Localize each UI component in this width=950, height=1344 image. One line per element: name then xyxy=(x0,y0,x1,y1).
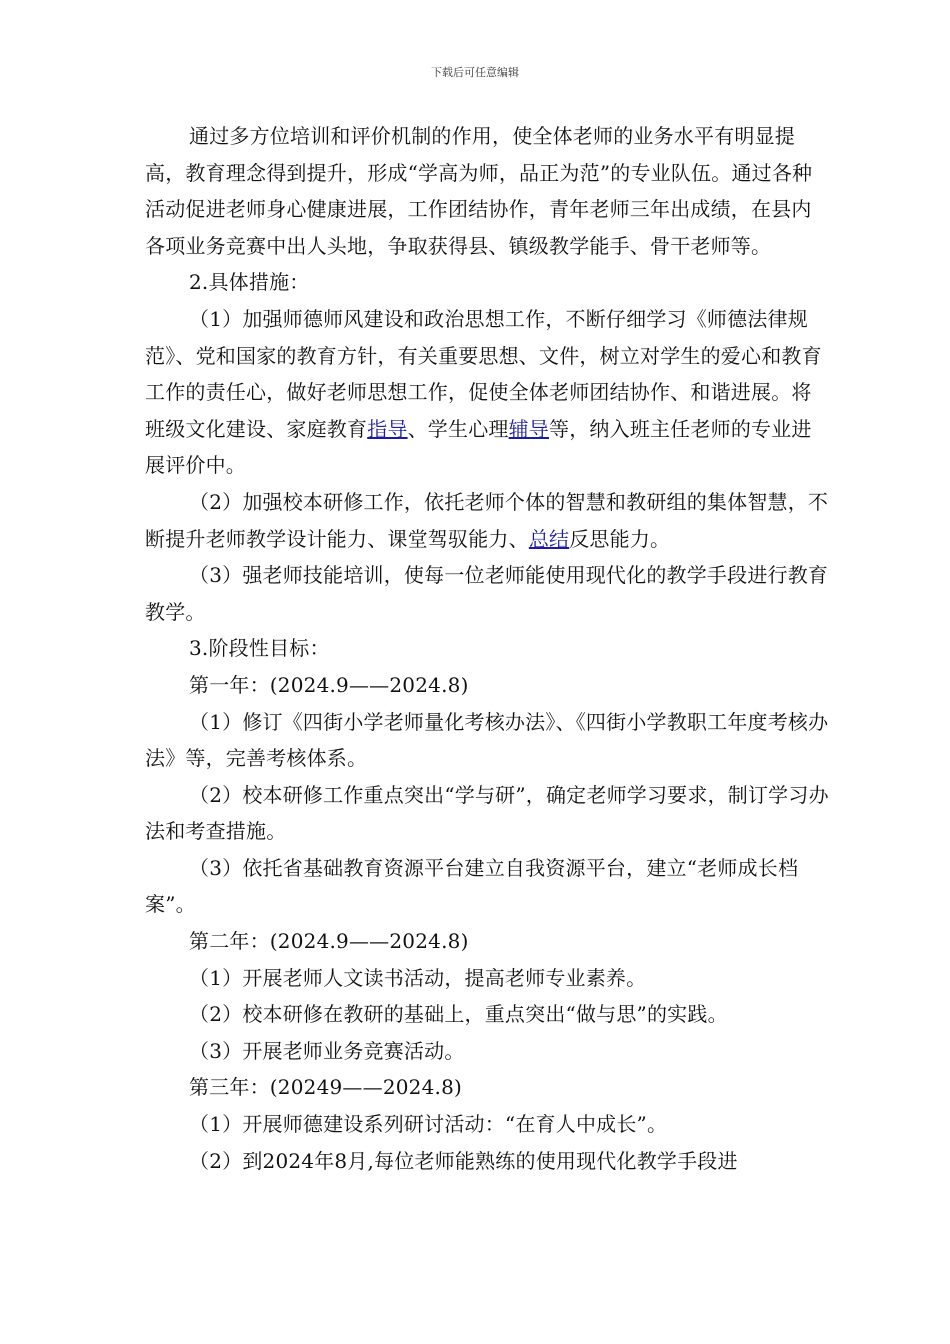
link-guidance[interactable]: 指导 xyxy=(367,416,408,441)
text-segment: （2）加强校本研修工作，依托老师个体的智慧和教研组的集体智慧，不断提升老师教学设计能力、课堂驾驭能力、 xyxy=(145,489,829,551)
heading-year-2: 第二年：(2024.9——2024.8) xyxy=(189,929,469,954)
text-segment: 、学生心理 xyxy=(407,416,509,441)
paragraph-measure-3: （3）强老师技能培训，使每一位老师能使用现代化的教学手段进行教育教学。 xyxy=(145,563,829,624)
paragraph-year2-item-2: （2）校本研修在教研的基础上，重点突出“做与思”的实践。 xyxy=(189,1002,728,1027)
paragraph-year2-item-1: （1）开展老师人文读书活动，提高老师专业素养。 xyxy=(189,965,647,990)
document-body xyxy=(145,118,829,1179)
paragraph-measure-1 xyxy=(145,301,829,484)
paragraph-year3-item-1: （1）开展师德建设系列研讨活动：“在育人中成长”。 xyxy=(189,1112,668,1137)
text-segment: 等，纳入班主任老师的专业进展评价中。 xyxy=(145,416,812,478)
paragraph-measure-2 xyxy=(145,484,829,557)
heading-specific-measures: 2.具体措施： xyxy=(189,270,310,295)
paragraph-goal-summary: 通过多方位培训和评价机制的作用，使全体老师的业务水平有明显提高，教育理念得到提升，形成“学高为师，品正为范”的专业队伍。通过各种活动促进老师身心健康进展，工作团结协作，青年老师三年出成绩，在县内各项业务竞赛中出人头地，争取获得县、镇级教学能手、骨干老师等。 xyxy=(145,124,813,258)
paragraph-year3-item-2: （2）到2024年8月,每位老师能熟练的使用现代化教学手段进 xyxy=(189,1148,738,1173)
heading-year-1: 第一年：(2024.9——2024.8) xyxy=(189,672,469,697)
paragraph-year2-item-3: （3）开展老师业务竞赛活动。 xyxy=(189,1038,465,1063)
heading-year-3: 第三年：(20249——2024.8) xyxy=(189,1075,463,1100)
heading-phase-goals: 3.阶段性目标： xyxy=(189,636,330,661)
paragraph-year1-item-3: （3）依托省基础教育资源平台建立自我资源平台，建立“老师成长档案”。 xyxy=(145,855,799,917)
text-segment: （1）加强师德师风建设和政治思想工作，不断仔细学习《师德法律规范》、党和国家的教育方针，有关重要思想、文件，树立对学生的爱心和教育工作的责任心，做好老师思想工作，促使全体老师团结协作、和谐进展。将班级文化建设、家庭教育 xyxy=(145,306,822,441)
link-counseling[interactable]: 辅导 xyxy=(508,416,550,441)
page-header: 下载后可任意编辑 xyxy=(431,66,519,79)
link-summary[interactable]: 总结 xyxy=(528,526,570,551)
paragraph-year1-item-2: （2）校本研修工作重点突出“学与研”，确定老师学习要求，制订学习办法和考查措施。 xyxy=(145,782,829,844)
paragraph-year1-item-1: （1）修订《四街小学老师量化考核办法》、《四街小学教职工年度考核办法》等，完善考核体系。 xyxy=(145,709,829,771)
text-segment: 反思能力。 xyxy=(569,526,671,551)
